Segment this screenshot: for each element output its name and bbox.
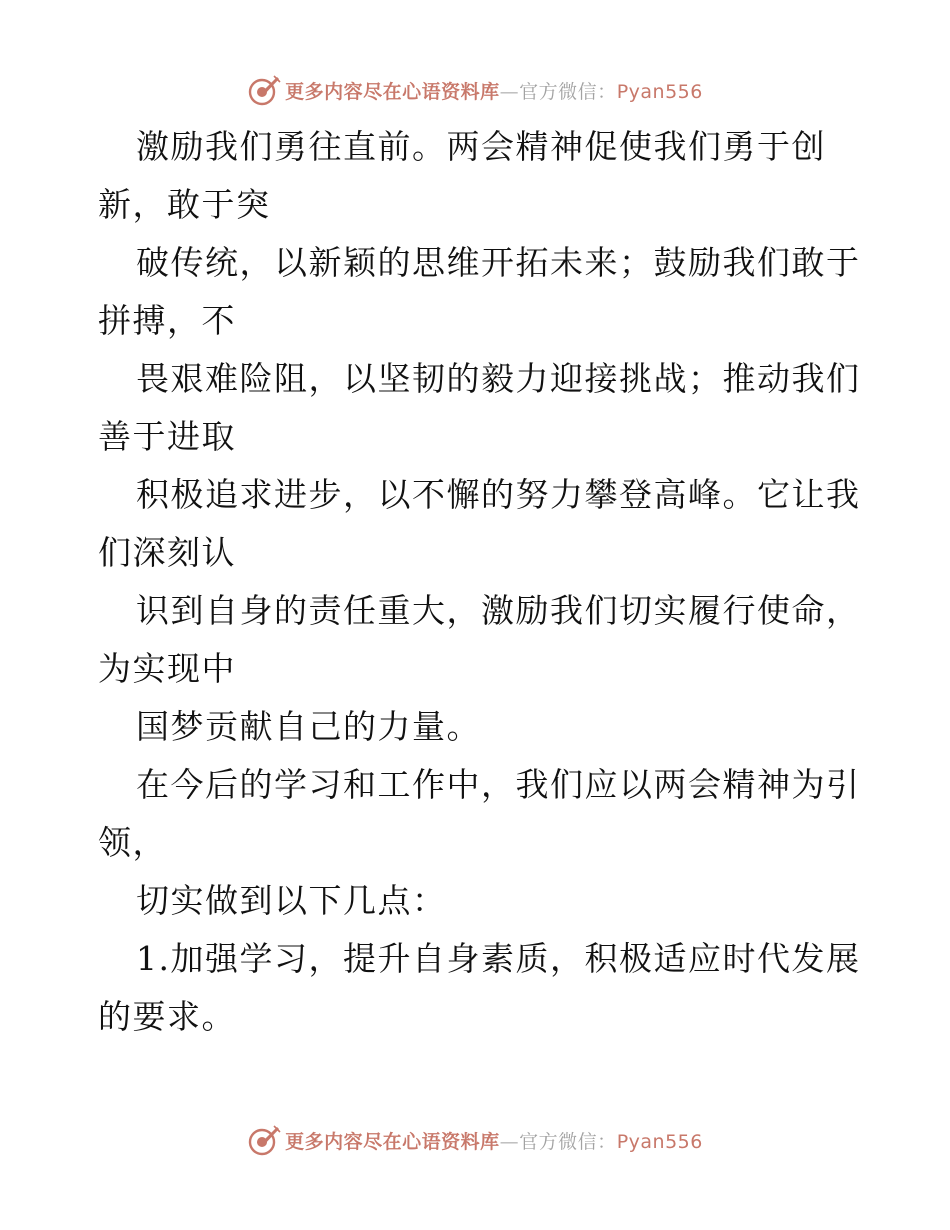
header-wechat-account: Pyan556: [616, 80, 703, 103]
text-line: 切实做到以下几点：: [136, 881, 447, 920]
footer-wechat-label: 官方微信：: [519, 1130, 617, 1153]
header-brand-text: 更多内容尽在心语资料库: [285, 80, 500, 103]
text-line: 在今后的学习和工作中，我们应以两会精神为引: [136, 765, 861, 804]
footer-brand-text: 更多内容尽在心语资料库: [285, 1130, 500, 1153]
footer-dash: —: [499, 1130, 520, 1153]
text-line: 拼搏，不: [98, 301, 236, 340]
text-line: 国梦贡献自己的力量。: [136, 707, 481, 746]
text-line: 破传统，以新颖的思维开拓未来；鼓励我们敢于: [136, 243, 861, 282]
footer-banner-text: [285, 1127, 703, 1154]
text-line: 识到自身的责任重大，激励我们切实履行使命，: [136, 591, 861, 630]
text-line: 新，敢于突: [98, 185, 271, 224]
document-body: [98, 118, 861, 1046]
footer-banner: [0, 1120, 950, 1160]
text-line: 畏艰难险阻，以坚韧的毅力迎接挑战；推动我们: [136, 359, 861, 398]
text-line: 们深刻认: [98, 533, 236, 572]
header-banner: [0, 70, 950, 110]
quill-seal-icon: [247, 1123, 281, 1157]
quill-seal-icon: [247, 73, 281, 107]
text-line: 积极追求进步，以不懈的努力攀登高峰。它让我: [136, 475, 861, 514]
text-line: 的要求。: [98, 997, 236, 1036]
header-wechat-label: 官方微信：: [519, 80, 617, 103]
header-dash: —: [499, 80, 520, 103]
text-line: 1.加强学习，提升自身素质，积极适应时代发展: [136, 939, 861, 978]
text-line: 激励我们勇往直前。两会精神促使我们勇于创: [136, 127, 826, 166]
header-banner-text: [285, 77, 703, 104]
text-line: 善于进取: [98, 417, 236, 456]
text-line: 领，: [98, 823, 167, 862]
text-line: 为实现中: [98, 649, 236, 688]
footer-wechat-account: Pyan556: [616, 1130, 703, 1153]
